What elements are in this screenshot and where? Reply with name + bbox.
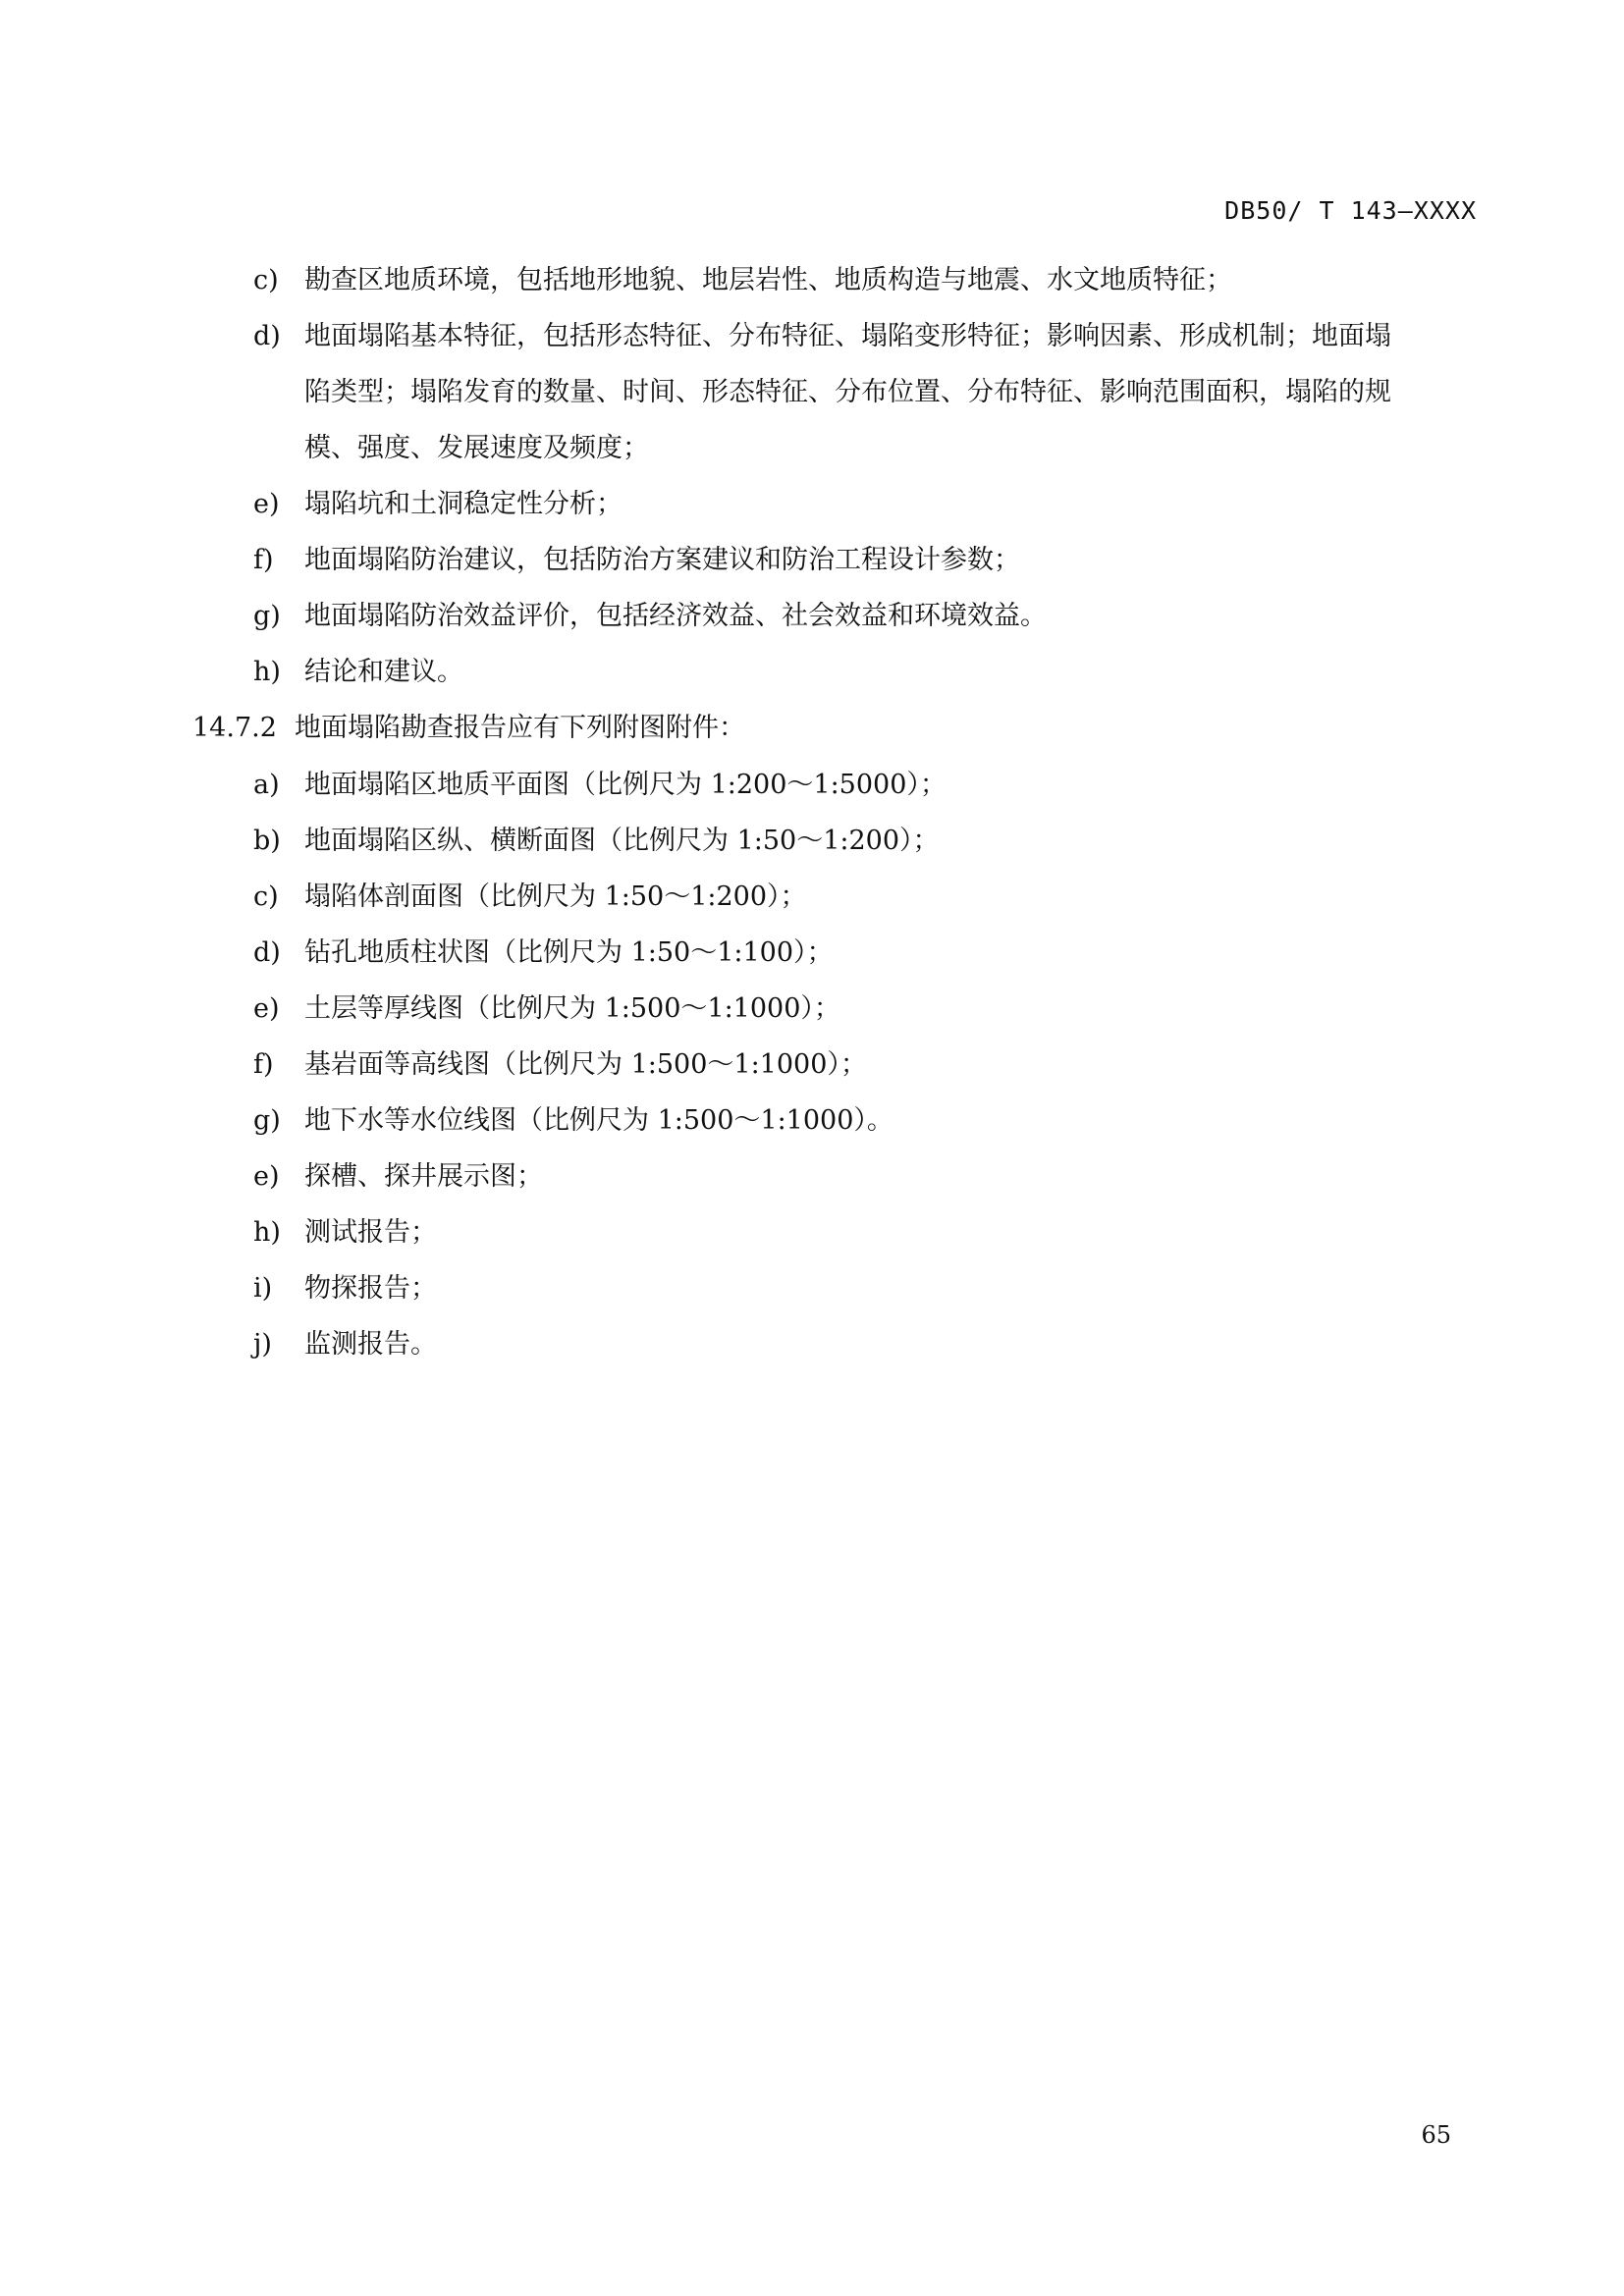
list-item-text: 塌陷体剖面图（比例尺为 1:50～1:200）； [304, 881, 807, 912]
list-item-text: 物探报告； [304, 1273, 437, 1304]
list-marker: h) [253, 1217, 281, 1248]
list-item-text: 基岩面等高线图（比例尺为 1:500～1:1000）； [304, 1049, 867, 1080]
list-item-d [253, 317, 1391, 356]
list-marker: f) [253, 545, 274, 575]
list-item-text: 塌陷坑和土洞稳定性分析； [304, 489, 623, 519]
attachment-item [253, 1213, 437, 1253]
section-heading [192, 709, 745, 748]
attachment-item [253, 1101, 893, 1141]
list-item-f [253, 541, 1020, 580]
list-item-e [253, 485, 623, 524]
list-item-d-continuation: 陷类型；塌陷发育的数量、时间、形态特征、分布位置、分布特征、影响范围面积，塌陷的规 [304, 377, 1391, 407]
list-marker: g) [253, 601, 281, 631]
attachment-item [253, 878, 807, 917]
list-marker: c) [253, 265, 279, 295]
attachment-item [253, 1269, 437, 1308]
page-number: 65 [1421, 2121, 1451, 2149]
list-item-text: 地面塌陷基本特征，包括形态特征、分布特征、塌陷变形特征；影响因素、形成机制；地面塌 [304, 321, 1391, 351]
list-marker: d) [253, 937, 281, 968]
list-marker: b) [253, 826, 281, 856]
list-item-text: 地面塌陷区地质平面图（比例尺为 1:200～1:5000）； [304, 770, 947, 800]
list-marker: c) [253, 881, 279, 912]
list-marker: i) [253, 1273, 273, 1304]
attachment-item [253, 822, 940, 861]
list-marker: d) [253, 321, 281, 351]
list-item-text: 地下水等水位线图（比例尺为 1:500～1:1000）。 [304, 1105, 893, 1136]
list-marker: e) [253, 489, 280, 519]
list-marker: h) [253, 657, 281, 687]
list-item-text: 监测报告。 [304, 1329, 437, 1360]
document-code-header: DB50/ T 143—XXXX [1224, 196, 1477, 225]
list-item-text: 勘查区地质环境，包括地形地貌、地层岩性、地质构造与地震、水文地质特征； [304, 265, 1232, 295]
list-marker: j) [253, 1329, 272, 1360]
list-item-c [253, 261, 1232, 300]
list-item-text: 地面塌陷防治效益评价，包括经济效益、社会效益和环境效益。 [304, 601, 1047, 631]
list-marker: e) [253, 1161, 280, 1192]
list-marker: e) [253, 993, 280, 1024]
list-item-text: 结论和建议。 [304, 657, 463, 687]
list-marker: a) [253, 770, 280, 800]
list-item-h [253, 653, 463, 692]
list-item-text: 地面塌陷防治建议，包括防治方案建议和防治工程设计参数； [304, 545, 1020, 575]
list-item-g [253, 597, 1047, 636]
list-item-d-continuation: 模、强度、发展速度及频度； [304, 433, 649, 463]
attachment-item [253, 934, 834, 973]
attachment-item [253, 1325, 437, 1364]
list-item-text: 钻孔地质柱状图（比例尺为 1:50～1:100）； [304, 937, 834, 968]
attachment-item [253, 1045, 867, 1085]
list-marker: g) [253, 1105, 281, 1136]
section-number: 14.7.2 [192, 713, 277, 743]
list-item-text: 探槽、探井展示图； [304, 1161, 543, 1192]
list-item-text: 土层等厚线图（比例尺为 1:500～1:1000）； [304, 993, 840, 1024]
attachment-item [253, 766, 947, 805]
list-item-text: 地面塌陷区纵、横断面图（比例尺为 1:50～1:200）； [304, 826, 940, 856]
attachment-item [253, 1157, 543, 1197]
attachment-item [253, 989, 840, 1029]
section-text: 地面塌陷勘查报告应有下列附图附件： [295, 713, 745, 743]
list-item-text: 测试报告； [304, 1217, 437, 1248]
list-marker: f) [253, 1049, 274, 1080]
